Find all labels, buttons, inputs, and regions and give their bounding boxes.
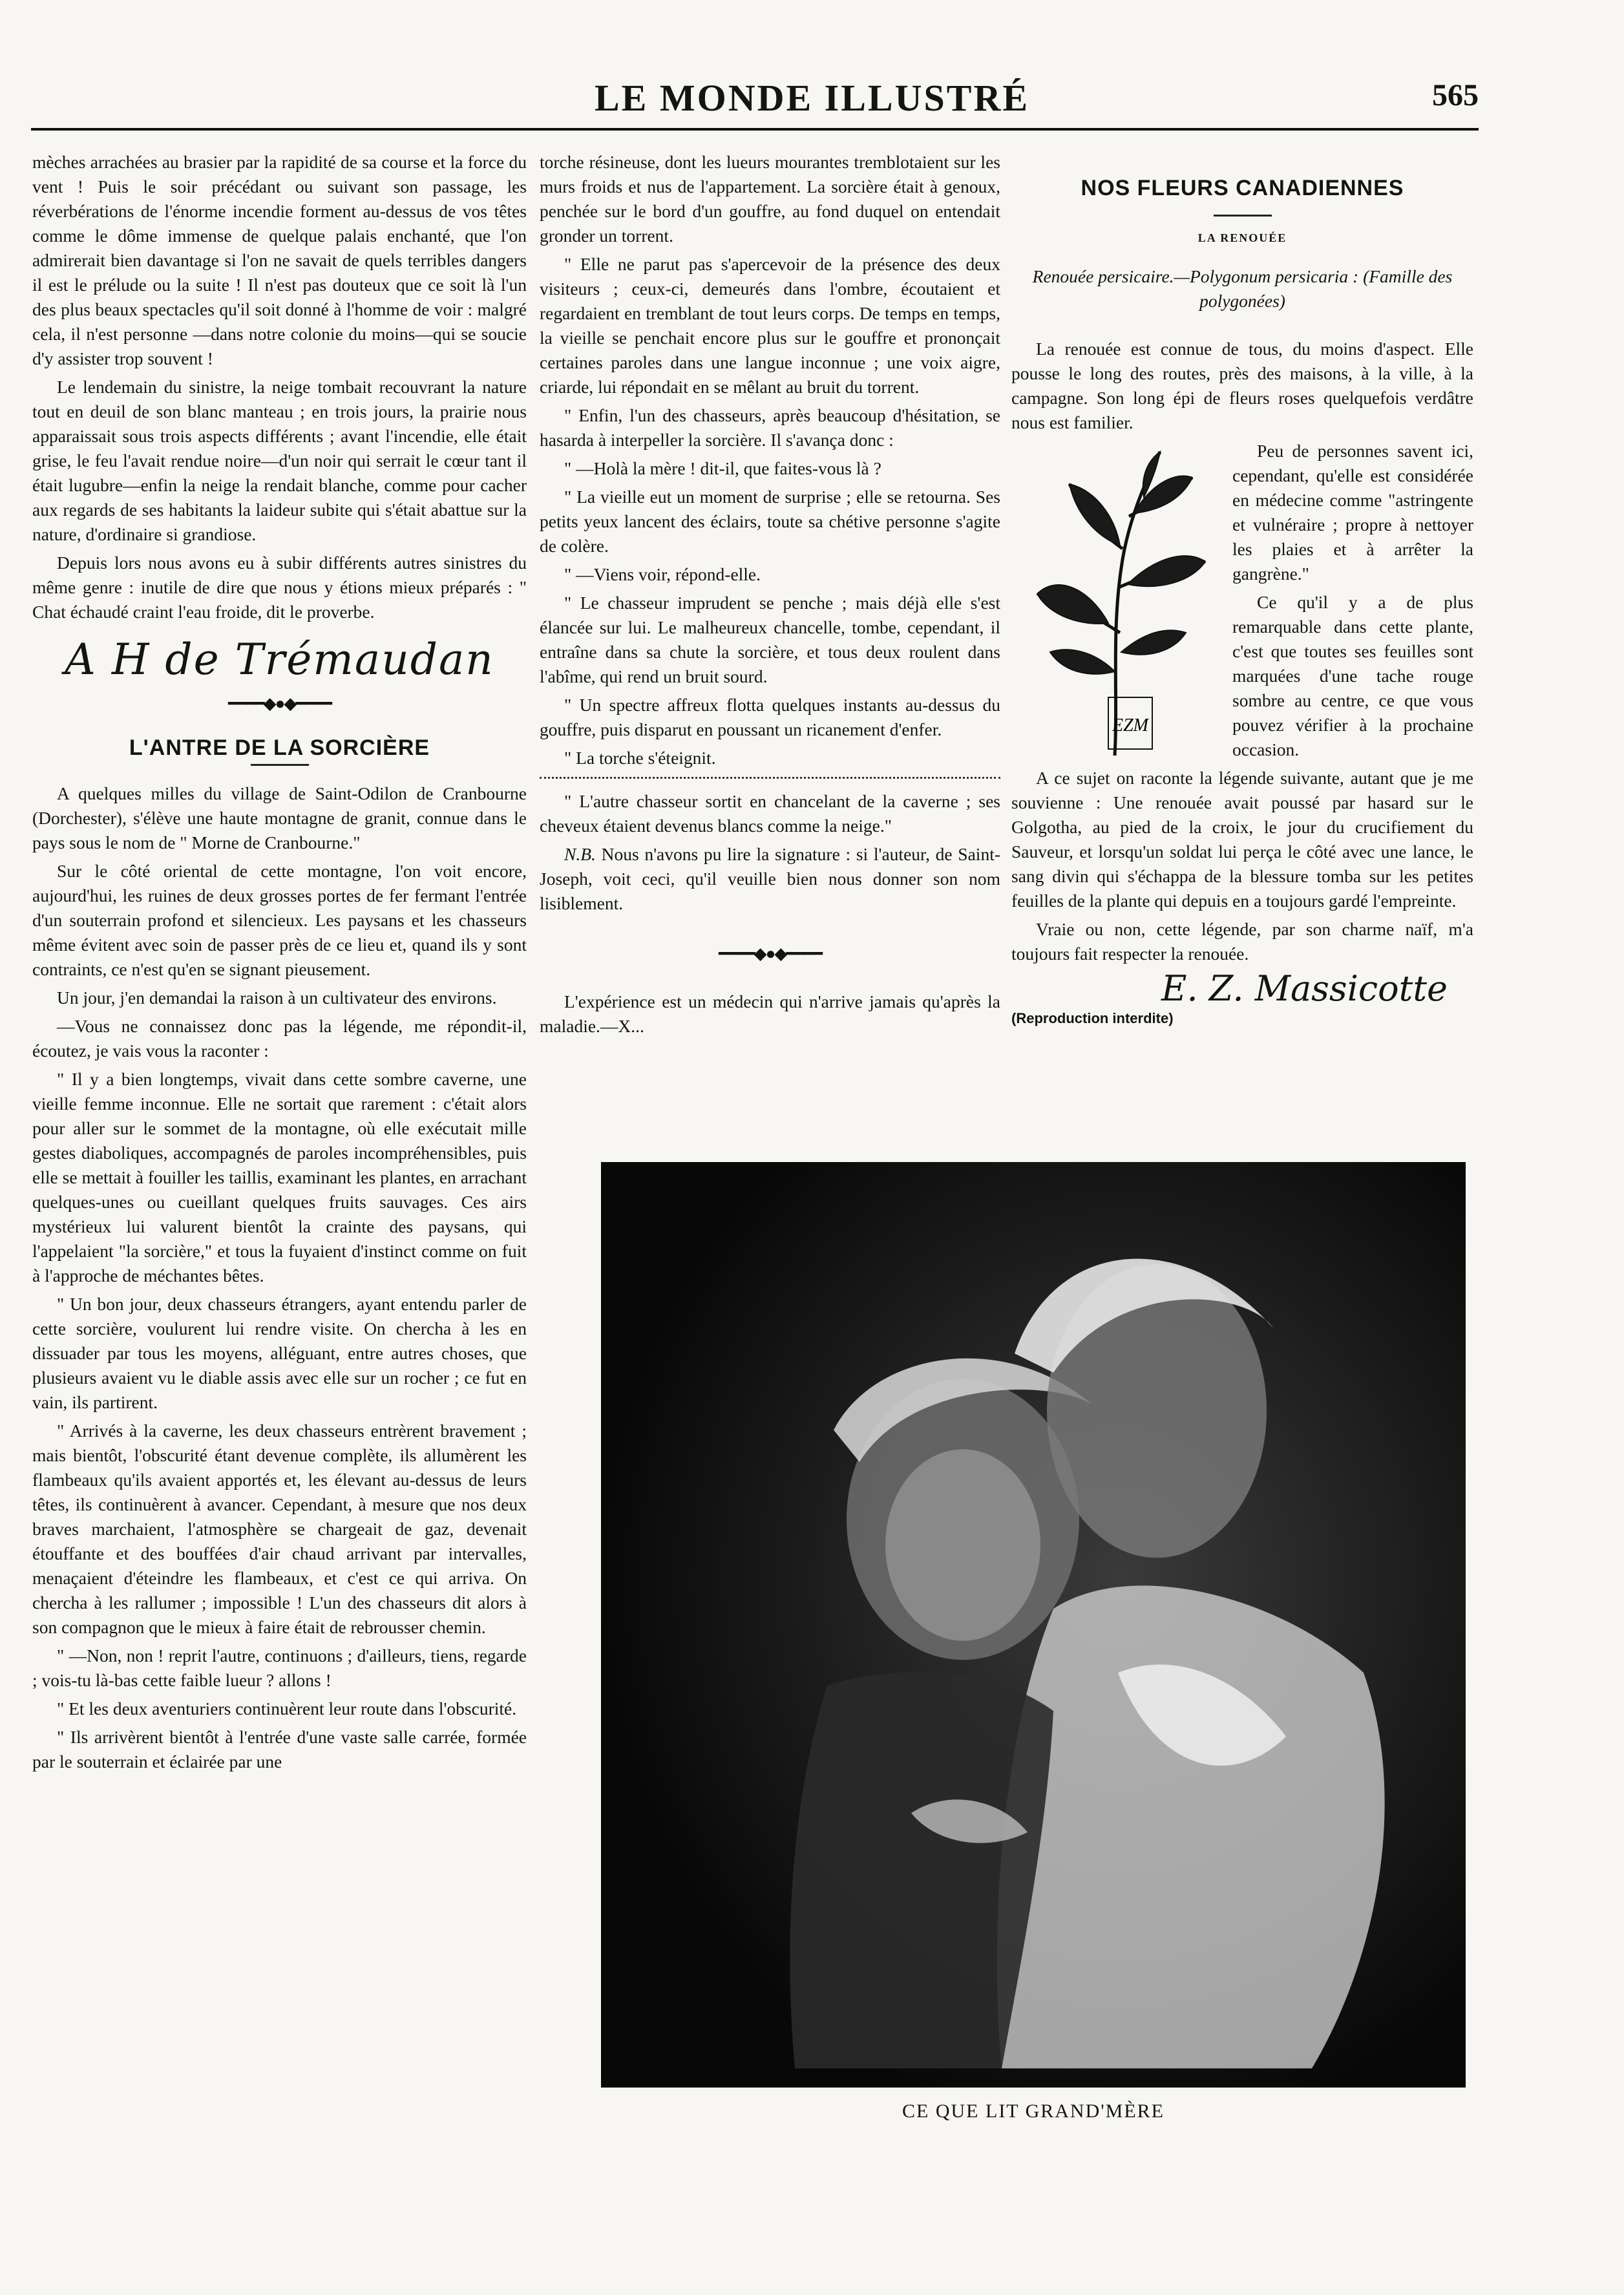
paragraph: Le lendemain du sinistre, la neige tombait recouvrant la nature tout en deuil de son blanc manteau ; en trois jours, la prairie nous apparaissait sous trois aspects différents ; avant l'incendie, elle était grise, le feu l'avait rendue noire—d'un noir qui serrait le cœur tant il était lugubre—enfin la neige la rendait blanche, comme pour cacher aux regards de ses habitants la laideur subite qui s'était abattue sur la nature, d'ordinaire si grandiose. xyxy=(32,377,527,544)
species-name: Renouée persicaire.—Polygonum persicaria : (Famille des polygonées) xyxy=(1032,266,1453,311)
paragraph: " —Non, non ! reprit l'autre, continuons ; d'ailleurs, tiens, regarde ; vois-tu là-bas cette faible lueur ? allons ! xyxy=(32,1645,527,1690)
paragraph: Peu de personnes savent ici, cependant, qu'elle est considérée en médecine comme "astringente et vulnéraire ; propre à nettoyer les plaies et à arrêter la gangrène." xyxy=(1232,441,1473,584)
paragraph: A quelques milles du village de Saint-Odilon de Cranbourne (Dorchester), s'élève une haute montagne de granit, connue dans le pays sous le nom de " Morne de Cranbourne." xyxy=(32,783,527,852)
author-signature: A H de Trémaudan xyxy=(65,635,494,684)
column-1 xyxy=(32,150,527,1778)
nb-note xyxy=(540,842,1000,916)
header-rule xyxy=(31,128,1479,131)
plant-monogram: EZM xyxy=(1112,715,1148,735)
paragraph: " Il y a bien longtemps, vivait dans cette sombre caverne, une vieille femme inconnue. Elle ne sortait que rarement : c'était alors pour aller sur le sommet de la montagne, où elle exécutait mille gestes diaboliques, accompagnés de paroles incompréhensibles, puis elle se mettait à fouiller les taillis, examinant les plantes, en arrachant quelques-unes ou cueillant quelques fruits sauvages. Ces airs mystérieux lui valurent bientôt la crainte des paysans, qui l'appelaient "la sorcière," et tous la fuyaient d'instinct comme on fuit à l'approche de méchantes bêtes. xyxy=(32,1069,527,1285)
plant-illustration xyxy=(1011,439,1225,762)
separator-flourish: ━━━━◆●◆━━━━ xyxy=(228,694,331,713)
paragraph: Depuis lors nous avons eu à subir différents autres sinistres du même genre : inutile de dire que nous y étions mieux préparés : " Chat échaudé craint l'eau froide, dit le proverbe. xyxy=(32,553,527,622)
paragraph: " Arrivés à la caverne, les deux chasseurs entrèrent bravement ; mais bientôt, l'obscurité étant devenue complète, ils allumèrent les flambeaux qu'ils avaient apportés et, les élevant au-dessus de leurs têtes, ils continuèrent à avancer. Cependant, à mesure que nos deux braves marchaient, l'atmosphère se chargeait de gaz, devenait étouffante et des bouffées d'air chaud arrivant par intervalles, menaçaient d'éteindre les flambeaux, et c'est ce qui arriva. On chercha à les rallumer ; impossible ! L'un des chasseurs dit alors à son compagnon que le mieux à faire était de rebrousser chemin. xyxy=(32,1421,527,1637)
paragraph: " Ils arrivèrent bientôt à l'entrée d'une vaste salle carrée, formée par le souterrain et éclairée par une xyxy=(32,1727,527,1771)
rights-notice: (Reproduction interdite) xyxy=(1011,1010,1174,1026)
column-3 xyxy=(1011,150,1473,1031)
paragraph: " —Holà la mère ! dit-il, que faites-vous là ? xyxy=(564,458,881,478)
column-2 xyxy=(540,150,1000,1042)
paragraph: La renouée est connue de tous, du moins d'aspect. Elle pousse le long des routes, près des maisons, à la ville, à la campagne. Son long épi de fleurs roses quelquefois verdâtre nous est familier. xyxy=(1011,339,1473,432)
paragraph: " L'autre chasseur sortit en chancelant de la caverne ; ses cheveux étaient devenus blancs comme la neige." xyxy=(540,791,1000,836)
author-signature: E. Z. Massicotte xyxy=(1161,968,1448,1009)
paragraph: A ce sujet on raconte la légende suivante, autant que je me souvienne : Une renouée avait poussé par hasard sur le Golgotha, au pied de la croix, le jour du crucifiement du Sauveur, et lorsqu'un soldat lui perça le côté avec une lance, le sang divin qui s'échappa de la blessure tomba sur les petites feuilles de la plante qui depuis en a toujours gardé l'empreinte. xyxy=(1011,768,1473,911)
title-rule xyxy=(1214,215,1272,217)
story-title: L'ANTRE DE LA SORCIÈRE xyxy=(129,735,430,760)
title-rule xyxy=(251,764,309,766)
maxim: L'expérience est un médecin qui n'arrive jamais qu'après la maladie.—X... xyxy=(540,991,1000,1036)
paragraph: " La torche s'éteignit. xyxy=(564,748,716,768)
dotted-rule xyxy=(540,777,1000,779)
separator-flourish: ━━━━◆●◆━━━━ xyxy=(719,944,821,963)
paragraph: mèches arrachées au brasier par la rapidité de sa course et la force du vent ! Puis le soir précédant ou suivant son passage, les réverbérations de l'énorme incendie forment au-dessus de vos têtes comme le dôme immense de quelque palais enchanté, que l'on admirerait bien davantage si l'on ne savait de quels terribles dangers il est le prélude ou la suite ! Il n'est pas douteux que ce soit là l'un des plus beaux spectacles qu'il soit donné à l'homme de voir : malgré cela, il n'est personne —dans notre colonie du moins—qui se soucie d'y assister trop souvent ! xyxy=(32,152,527,368)
nb-label: N.B. xyxy=(564,844,596,864)
section-subtitle: LA RENOUÉE xyxy=(1197,231,1287,244)
masthead-title: LE MONDE ILLUSTRÉ xyxy=(594,77,1030,119)
page-number: 565 xyxy=(1432,78,1479,112)
paragraph: " Un bon jour, deux chasseurs étrangers, ayant entendu parler de cette sorcière, voulurent lui rendre visite. On chercha à les en dissuader par tous les moyens, alléguant, entre autres choses, que plusieurs avaient vu le diable assis avec elle sur un rocher ; ce fut en vain, ils partirent. xyxy=(32,1294,527,1412)
paragraph: " Le chasseur imprudent se penche ; mais déjà elle s'est élancée sur lui. Le malheureux chancelle, tombe, cependant, il entraîne dans sa chute la sorcière, et tous deux roulent dans l'abîme, qui rend un bruit sourd. xyxy=(540,593,1000,686)
paragraph: Vraie ou non, cette légende, par son charme naïf, m'a toujours fait respecter la renouée. xyxy=(1011,919,1473,964)
paragraph: " Un spectre affreux flotta quelques instants au-dessus du gouffre, puis disparut en poussant un ricanement d'enfer. xyxy=(540,695,1000,739)
paragraph: Sur le côté oriental de cette montagne, l'on voit encore, aujourd'hui, les ruines de deux grosses portes de fer fermant l'entrée d'un souterrain profond et silencieux. Les paysans et les chasseurs même évitent avec soin de passer près de ce lieu et, quand ils y sont contraints, ce n'est qu'en se signant pieusement. xyxy=(32,861,527,979)
nb-text: Nous n'avons pu lire la signature : si l'auteur, de Saint-Joseph, voit ceci, qu'il veuille bien nous donner son nom lisiblement. xyxy=(540,844,1000,913)
paragraph: Ce qu'il y a de plus remarquable dans cette plante, c'est que toutes ses feuilles sont marquées d'une tache rouge sombre au centre, ce que vous pouvez vérifier à la prochaine occasion. xyxy=(1232,592,1473,759)
paragraph: " Enfin, l'un des chasseurs, après beaucoup d'hésitation, se hasarda à interpeller la sorcière. Il s'avança donc : xyxy=(540,405,1000,450)
grandmother-shawl xyxy=(997,1585,1385,2068)
engraving-illustration xyxy=(601,1162,1466,2088)
paragraph: " Elle ne parut pas s'apercevoir de la présence des deux visiteurs ; ceux-ci, demeurés dans l'ombre, écoutaient et regardaient en tremblant de tout leurs corps. De temps en temps, la vieille se penchait encore plus sur le gouffre et prononçait certaines paroles dans une langue inconnue ; une voix aigre, criarde, lui répondait en se mêlant au bruit du torrent. xyxy=(540,254,1000,397)
paragraph: —Vous ne connaissez donc pas la légende, me répondit-il, écoutez, je vais vous la raconter : xyxy=(32,1016,527,1061)
illustration-caption: CE QUE LIT GRAND'MÈRE xyxy=(902,2100,1165,2122)
paragraph: " —Viens voir, répond-elle. xyxy=(564,564,761,584)
section-title: NOS FLEURS CANADIENNES xyxy=(1081,176,1404,200)
paragraph: " Et les deux aventuriers continuèrent leur route dans l'obscurité. xyxy=(57,1698,517,1719)
paragraph: " La vieille eut un moment de surprise ; elle se retourna. Ses petits yeux lancent des éclairs, toute sa chétive personne s'agite de colère. xyxy=(540,487,1000,556)
paragraph: torche résineuse, dont les lueurs mourantes tremblotaient sur les murs froids et nus de l'appartement. La sorcière était à genoux, penchée sur le bord d'un gouffre, au fond duquel on entendait gronder un torrent. xyxy=(540,152,1000,246)
paragraph: Un jour, j'en demandai la raison à un cultivateur des environs. xyxy=(57,988,497,1008)
